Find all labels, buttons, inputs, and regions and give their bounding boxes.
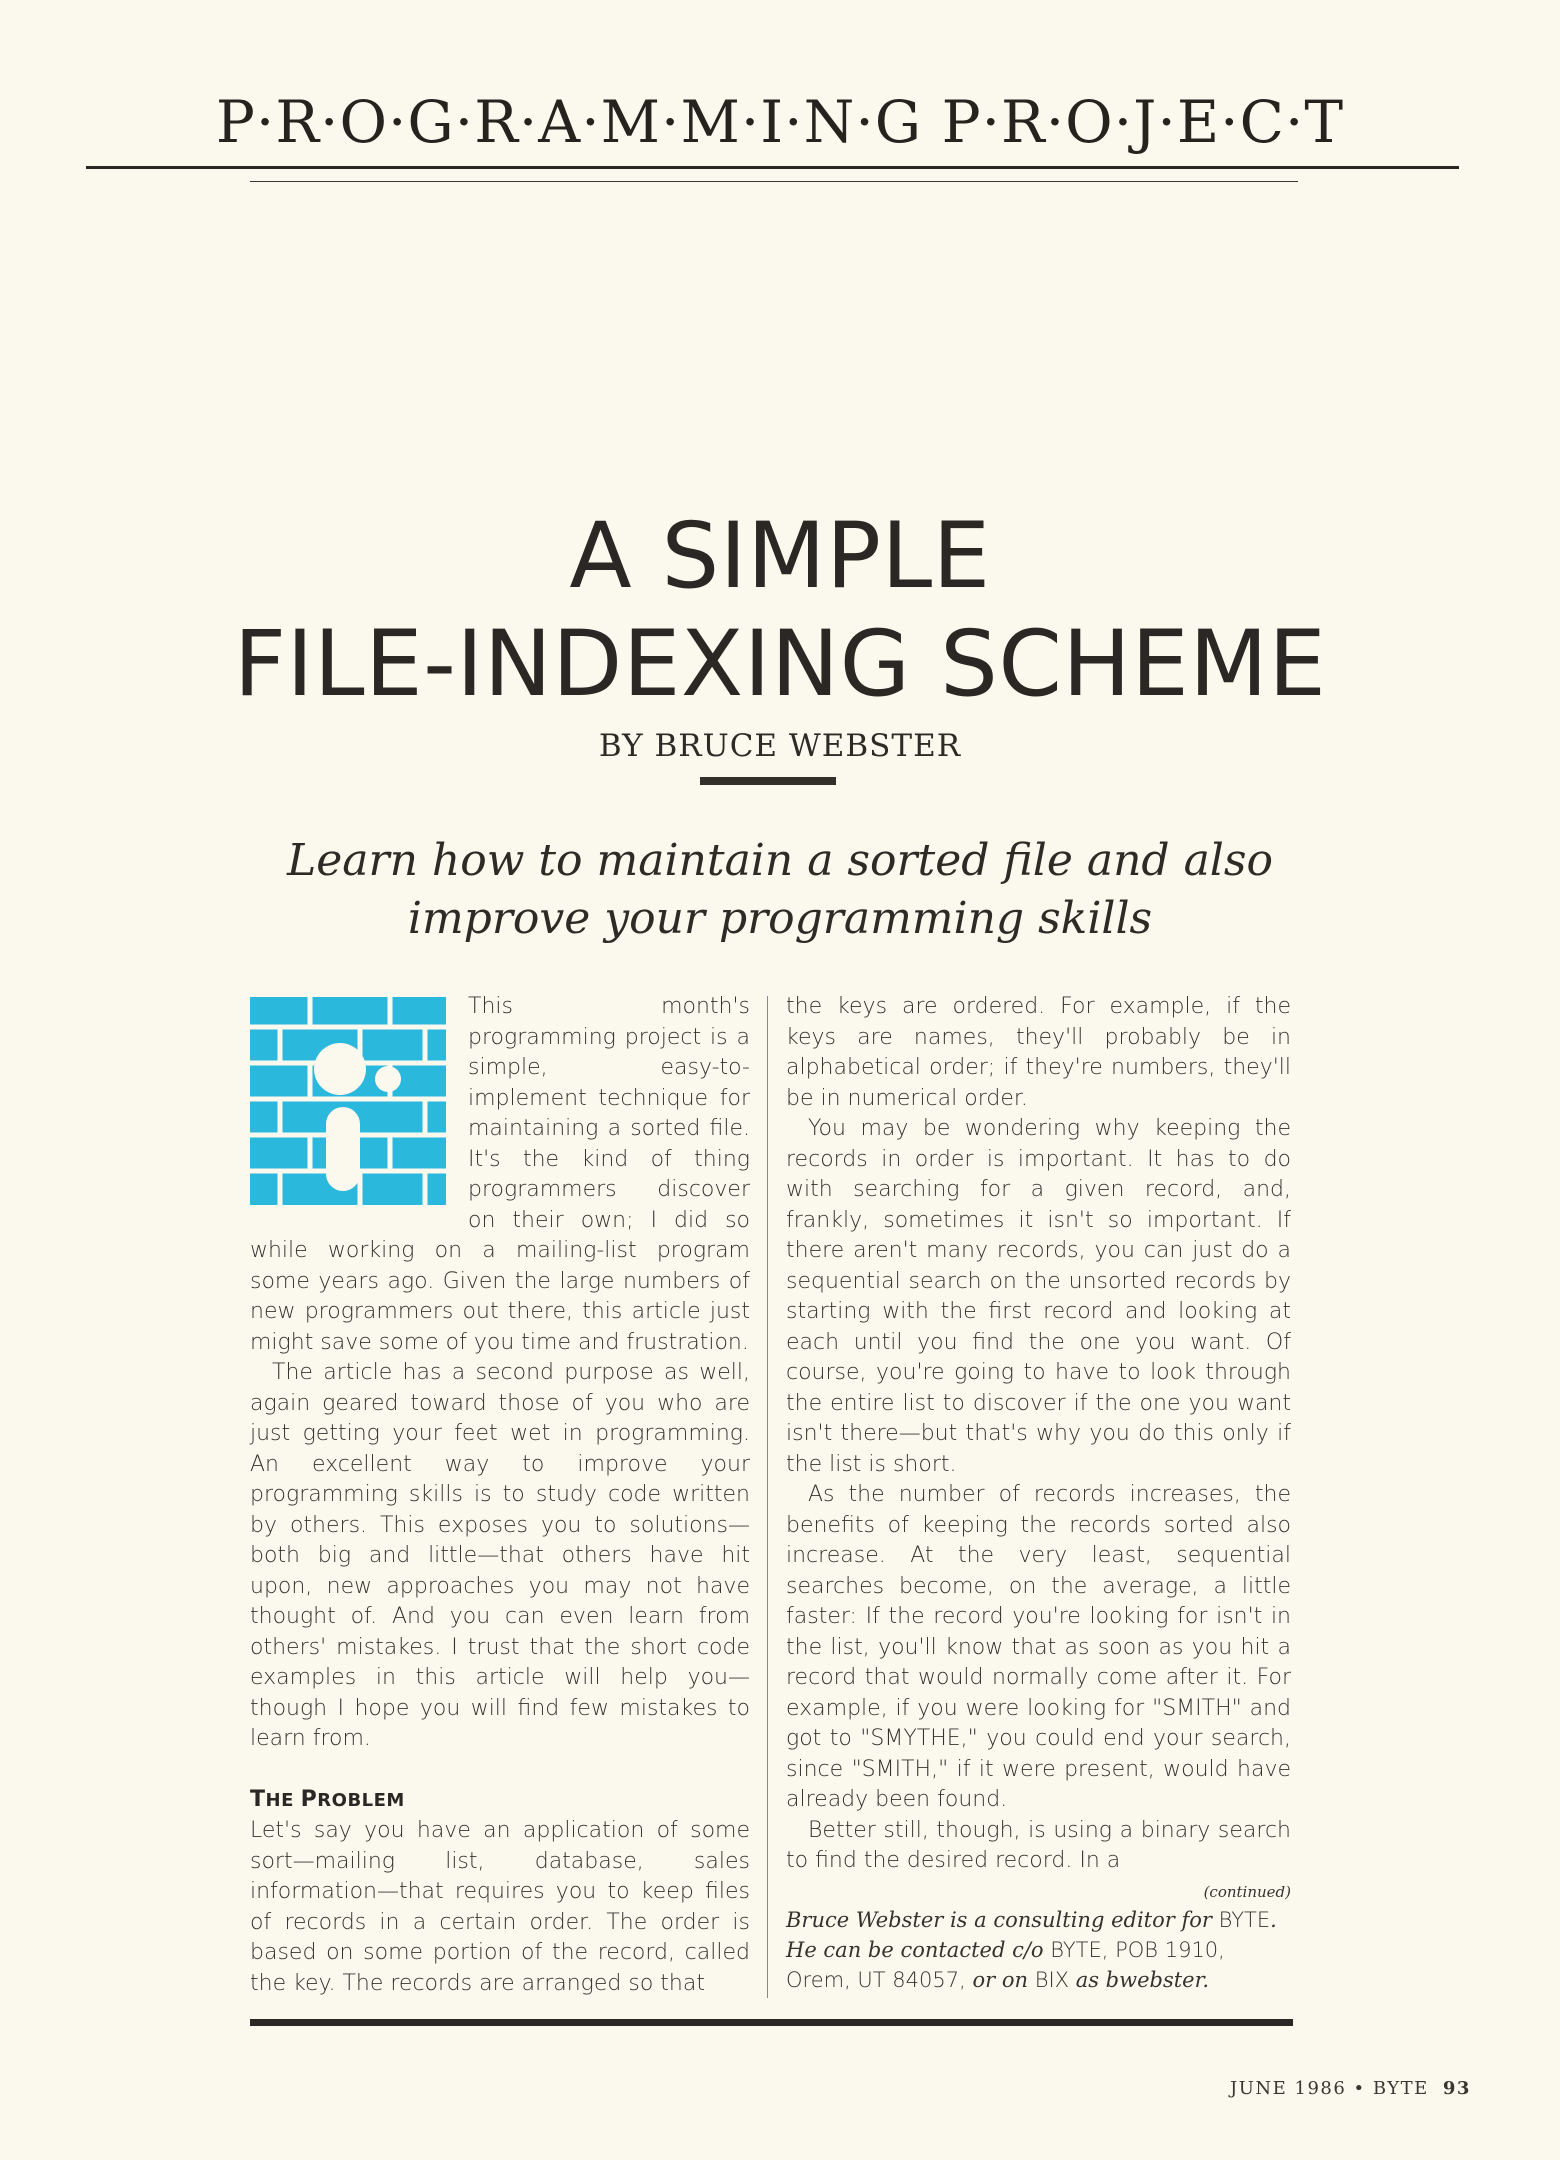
heading-cap: P bbox=[300, 1786, 318, 1812]
paragraph: This month's programming project is a simple, easy-to-implement technique for maintaining a sorted file. It's the kind of thing programmers discover on their own; I did so while working on a mailing-list program some years ago. Given the large numbers of new programmers out there, this article just might save some of you time and frustration. bbox=[250, 994, 750, 1355]
paragraph: Let's say you have an application of some sort—mailing list, database, sales information—that requires you to keep files of records in a certain order. The order is based on some portion of the record, called the key. The records are arranged so that bbox=[250, 1818, 750, 1996]
bio-text: . He can be contacted c/o bbox=[786, 1907, 1277, 1962]
column-divider bbox=[767, 996, 768, 1998]
author-bio bbox=[786, 1905, 1291, 1995]
paragraph: As the number of records increases, the benefits of keeping the records sorted also increase. At the very least, sequential searches become, on the average, a little faster: If the record you're looking for isn't in the list, you'll know that as soon as you hit a record that would normally come after it. For example, if you were looking for "SMITH" and got to "SMYTHE," you could end your search, since "SMITH," if it were present, would have already been found. bbox=[786, 1482, 1291, 1812]
paragraph: You may be wondering why keeping the records in order is important. It has to do with searching for a given record, and, frankly, sometimes it isn't so important. If there aren't many records, you can just do a sequential search on the unsorted records by starting with the first record and looking at each until you find the one you want. Of course, you're going to have to look through the entire list to discover if the one you want isn't there—but that's why you do this only if the list is short. bbox=[786, 1116, 1291, 1477]
paragraph: the keys are ordered. For example, if the keys are names, they'll probably be in alphabetical order; if they're numbers, they'll be in numerical order. bbox=[786, 994, 1291, 1111]
bio-address: BYTE, POB 1910, Orem, UT 84057, bbox=[786, 1937, 1225, 1992]
bio-text: Bruce Webster is a consulting editor for bbox=[786, 1907, 1219, 1932]
page-number: 93 bbox=[1442, 2078, 1471, 2099]
left-column bbox=[250, 992, 750, 1999]
byline-divider bbox=[700, 777, 836, 785]
title-line-2: FILE-INDEXING SCHEME bbox=[233, 612, 1327, 717]
heading-small: HE bbox=[265, 1789, 301, 1811]
section-heading-the-problem bbox=[250, 1785, 750, 1817]
bio-bix: BIX bbox=[1034, 1967, 1070, 1992]
page-footer bbox=[1230, 2078, 1471, 2099]
header-rule-thin bbox=[250, 181, 1298, 182]
footer-issue: JUNE 1986 • BYTE bbox=[1230, 2078, 1429, 2099]
paragraph: The article has a second purpose as well, again geared toward those of you who are just getting your feet wet in programming. An excellent way to improve your programming skills is to study code written by others. This exposes you to solutions—both big and little—that others have hit upon, new approaches you may not have thought of. And you can even learn from others' mistakes. I trust that the short code examples in this article will help you—though I hope you will find few mistakes to learn from. bbox=[250, 1360, 750, 1751]
section-header: P·R·O·G·R·A·M·M·I·N·G P·R·O·J·E·C·T bbox=[215, 88, 1345, 156]
bottom-rule bbox=[250, 2019, 1293, 2026]
subtitle-line-2: improve your programming skills bbox=[407, 893, 1153, 944]
article-title bbox=[0, 503, 1560, 719]
heading-cap: T bbox=[250, 1786, 266, 1812]
byline: BY BRUCE WEBSTER bbox=[598, 728, 962, 764]
title-line-1: A SIMPLE bbox=[569, 504, 991, 609]
subtitle-line-1: Learn how to maintain a sorted file and also bbox=[287, 835, 1273, 886]
brick-wall-i-icon bbox=[250, 997, 446, 1205]
right-column bbox=[786, 992, 1291, 1995]
article-subtitle bbox=[0, 832, 1560, 948]
bio-text: as bwebster. bbox=[1069, 1967, 1210, 1992]
header-rule-thick bbox=[86, 166, 1459, 169]
continued-note: (continued) bbox=[1203, 1882, 1291, 1901]
bio-magazine: BYTE bbox=[1218, 1907, 1271, 1932]
paragraph: Better still, though, is using a binary search to find the desired record. In a bbox=[786, 1817, 1291, 1873]
bio-text: or on bbox=[965, 1967, 1035, 1992]
heading-small: ROBLEM bbox=[317, 1789, 405, 1811]
